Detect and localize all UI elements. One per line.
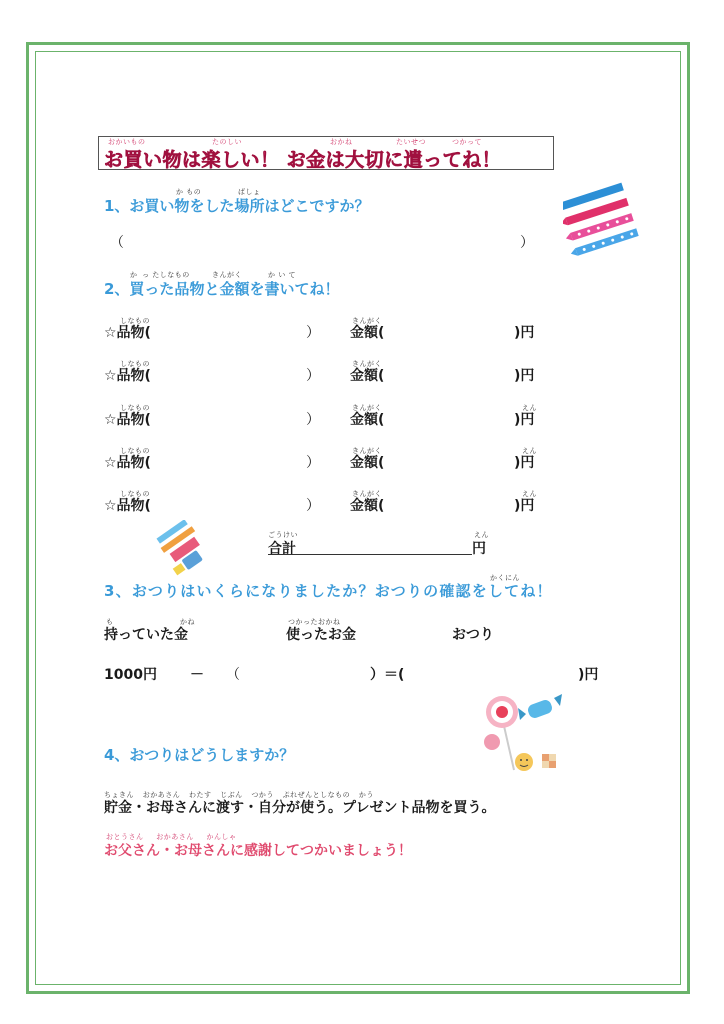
question-3: 3、おつりはいくらになりましたか？おつりの確認をしてね！ xyxy=(104,582,553,600)
row3-item-label: ☆品物( xyxy=(104,412,151,428)
row5-ruby-item: しなもの xyxy=(120,490,150,498)
row3-amount-label: 金額( xyxy=(350,412,385,428)
q2-ruby-kaite: か い て xyxy=(268,271,296,279)
row1-ruby-item: しなもの xyxy=(120,317,150,325)
title-ruby-tsukatte: つかって xyxy=(452,138,482,146)
calc-yen-end: )円 xyxy=(578,667,599,683)
row4-item-label: ☆品物( xyxy=(104,455,151,471)
col-used-money: 使ったお金 xyxy=(286,627,356,643)
col1-ruby-kane: かね xyxy=(180,618,195,626)
row1-amount-label: 金額( xyxy=(350,325,385,341)
title-ruby-tanoshii: たのしい xyxy=(212,138,242,146)
q1-ruby-kaimono: か もの xyxy=(176,188,202,196)
row4-amount-label: 金額( xyxy=(350,455,385,471)
col1-ruby: も xyxy=(106,618,114,626)
q2-ruby-shinamono: っ たしなもの xyxy=(142,271,190,279)
calc-open: （ xyxy=(226,667,240,683)
col-change: おつり xyxy=(452,627,494,643)
row5-item-close: ） xyxy=(306,498,320,514)
row5-item-label: ☆品物( xyxy=(104,498,151,514)
total-line xyxy=(268,554,472,555)
row2-amount-label: 金額( xyxy=(350,368,385,384)
q1-close-paren: ） xyxy=(520,235,534,251)
row4-ruby-amount: きんがく xyxy=(352,447,382,455)
row1-yen: )円 xyxy=(514,325,535,341)
thanks-message: お父さん・お母さんに感謝してつかいましょう！ xyxy=(104,843,412,859)
row3-ruby-yen: えん xyxy=(522,404,537,412)
row2-yen: )円 xyxy=(514,368,535,384)
row5-ruby-amount: きんがく xyxy=(352,490,382,498)
row1-item-label: ☆品物( xyxy=(104,325,151,341)
row3-ruby-item: しなもの xyxy=(120,404,150,412)
candy-icon xyxy=(480,690,564,780)
total-label: 合計 xyxy=(268,541,296,557)
row4-ruby-yen: えん xyxy=(522,447,537,455)
col2-ruby: つかったおかね xyxy=(288,618,341,626)
row5-yen: )円 xyxy=(514,498,535,514)
q3-ruby-kakunin: かくにん xyxy=(490,574,520,582)
row3-yen: )円 xyxy=(514,412,535,428)
question-1: 1、お買い物をした場所はどこですか？ xyxy=(104,197,370,215)
col-had-money: 持っていた金 xyxy=(104,627,188,643)
row2-item-label: ☆品物( xyxy=(104,368,151,384)
question-2: 2、買った品物と金額を書いてね！ xyxy=(104,280,340,298)
q1-open-paren: （ xyxy=(110,235,124,251)
stationery-icon xyxy=(155,520,215,576)
calc-close-eq: ）＝( xyxy=(370,667,405,683)
total-yen: 円 xyxy=(472,541,486,557)
question-4: 4、おつりはどうしますか？ xyxy=(104,746,295,764)
total-ruby: ごうけい xyxy=(268,531,298,539)
row2-item-close: ） xyxy=(306,368,320,384)
options-ruby: ちょきん おかあさん わたす じぶん つかう ぷれぜんとしなもの かう xyxy=(104,791,374,799)
row4-yen: )円 xyxy=(514,455,535,471)
q2-ruby-katta: か xyxy=(130,271,138,279)
row5-amount-label: 金額( xyxy=(350,498,385,514)
thanks-ruby: おとうさん おかあさん かんしゃ xyxy=(106,833,237,841)
q2-ruby-kingaku: きんがく xyxy=(212,271,242,279)
row4-ruby-item: しなもの xyxy=(120,447,150,455)
row2-ruby-amount: きんがく xyxy=(352,360,382,368)
total-yen-ruby: えん xyxy=(474,531,489,539)
change-options: 貯金・お母さんに渡す・自分が使う。プレゼント品物を買う。 xyxy=(104,800,496,816)
crayons-icon xyxy=(563,180,645,266)
row1-ruby-amount: きんがく xyxy=(352,317,382,325)
row1-item-close: ） xyxy=(306,325,320,341)
page-title: お買い物は楽しい！ お金は大切に遣ってね！ xyxy=(104,149,502,171)
title-ruby-kaimono: おかいもの xyxy=(108,138,146,146)
row2-ruby-item: しなもの xyxy=(120,360,150,368)
row4-item-close: ） xyxy=(306,455,320,471)
row3-item-close: ） xyxy=(306,412,320,428)
row5-ruby-yen: えん xyxy=(522,490,537,498)
title-ruby-taisetsu: たいせつ xyxy=(396,138,426,146)
calc-amount: 1000円 xyxy=(104,667,157,683)
q1-ruby-basho: ばしょ xyxy=(238,188,261,196)
title-ruby-okane: おかね xyxy=(330,138,353,146)
calc-minus: － xyxy=(190,667,204,683)
row3-ruby-amount: きんがく xyxy=(352,404,382,412)
